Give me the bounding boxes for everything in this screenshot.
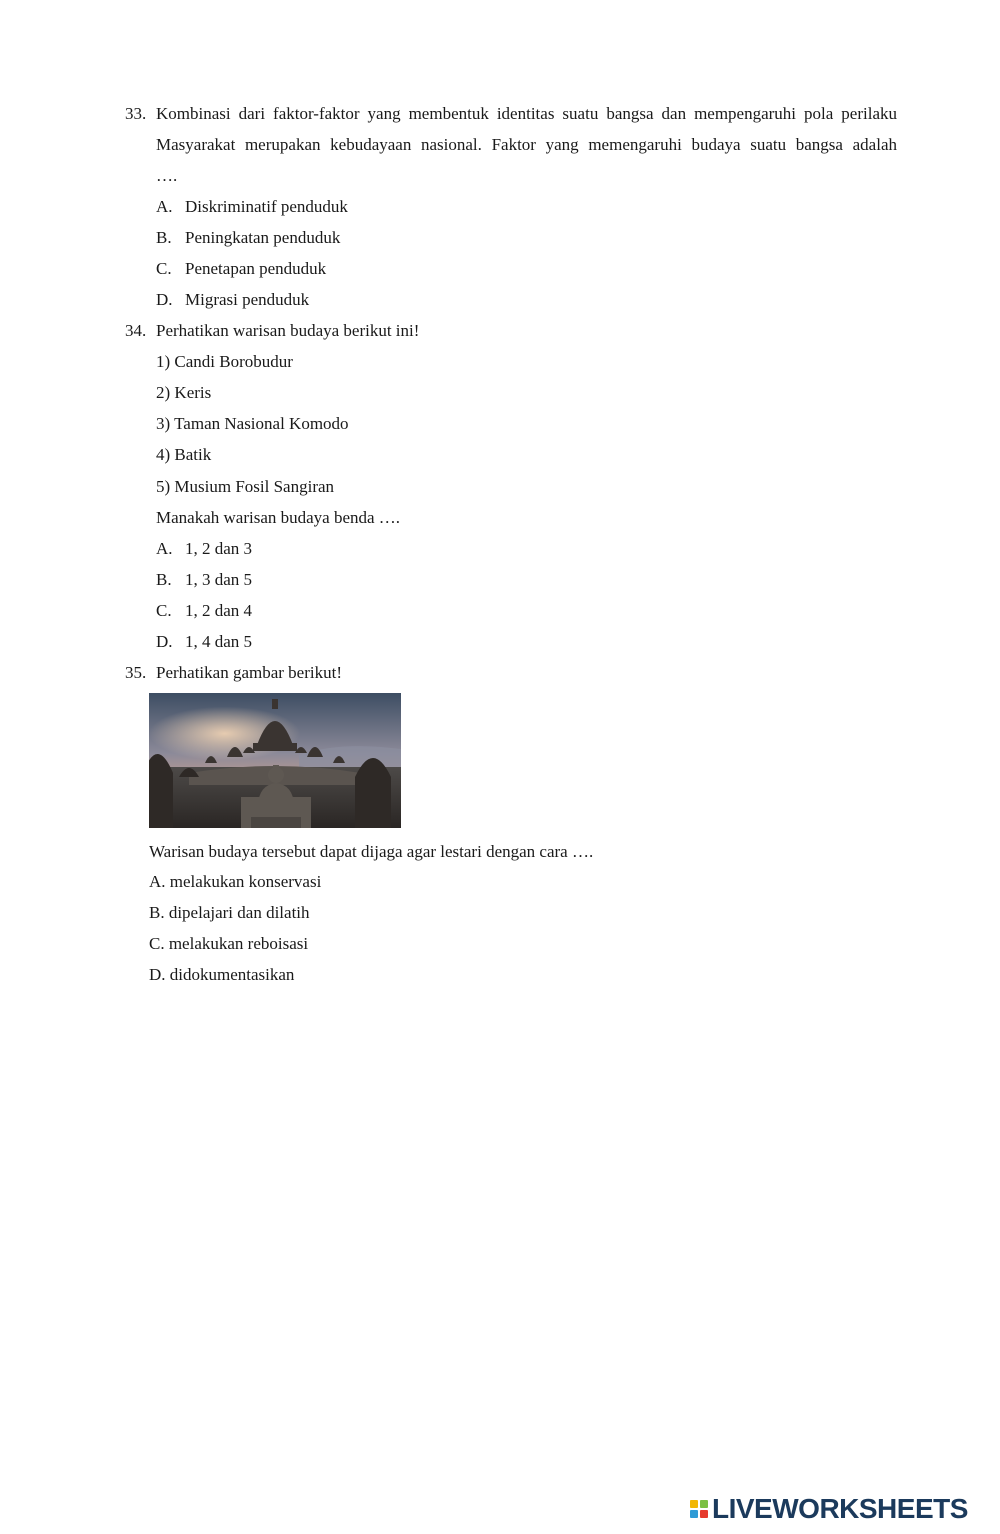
q34-option-d: 1, 4 dan 5: [185, 632, 253, 651]
q34-item-1: 1) Candi Borobudur: [156, 352, 293, 371]
q35-number: 35.: [125, 663, 147, 682]
q34-option-a: 1, 2 dan 3: [185, 539, 253, 558]
liveworksheets-logo-icon: [690, 1500, 708, 1518]
q33-option-b-letter: B.: [156, 228, 172, 247]
q33-option-c-letter: C.: [156, 259, 172, 278]
q34-question: Manakah warisan budaya benda ….: [156, 508, 401, 527]
q33-text-line2: Masyarakat merupakan kebudayaan nasional. Faktor yang memengaruhi budaya suatu bangsa adalah: [156, 135, 897, 154]
q33-text-line3: ….: [156, 166, 178, 185]
q33-text-line1: Kombinasi dari faktor-faktor yang membentuk identitas suatu bangsa dan mempengaruhi pola perilaku: [156, 104, 897, 123]
q34-item-4: 4) Batik: [156, 445, 212, 464]
borobudur-photo: [149, 693, 401, 828]
q34-option-d-letter: D.: [156, 632, 173, 651]
q35-option-d: D. didokumentasikan: [149, 965, 295, 984]
q34-item-3: 3) Taman Nasional Komodo: [156, 414, 349, 433]
q34-option-c: 1, 2 dan 4: [185, 601, 253, 620]
q33-option-a-letter: A.: [156, 197, 173, 216]
q34-option-b: 1, 3 dan 5: [185, 570, 253, 589]
q35-question: Warisan budaya tersebut dapat dijaga agar lestari dengan cara ….: [149, 842, 594, 861]
q33-option-d-letter: D.: [156, 290, 173, 309]
q33-option-a: Diskriminatif penduduk: [185, 197, 348, 216]
q35-option-b: B. dipelajari dan dilatih: [149, 903, 310, 922]
q35-option-a: A. melakukan konservasi: [149, 872, 322, 891]
q34-prompt: Perhatikan warisan budaya berikut ini!: [156, 321, 420, 340]
q35-option-c: C. melakukan reboisasi: [149, 934, 309, 953]
liveworksheets-brand-text: LIVEWORKSHEETS: [712, 1493, 968, 1524]
q34-option-b-letter: B.: [156, 570, 172, 589]
q33-option-c: Penetapan penduduk: [185, 259, 327, 278]
q34-item-2: 2) Keris: [156, 383, 212, 402]
q34-number: 34.: [125, 321, 147, 340]
q34-option-c-letter: C.: [156, 601, 172, 620]
q34-option-a-letter: A.: [156, 539, 173, 558]
q33-option-b: Peningkatan penduduk: [185, 228, 341, 247]
q35-prompt: Perhatikan gambar berikut!: [156, 663, 342, 682]
q33-number: 33.: [125, 104, 147, 123]
q33-option-d: Migrasi penduduk: [185, 290, 310, 309]
q34-item-5: 5) Musium Fosil Sangiran: [156, 477, 335, 496]
liveworksheets-logo: [690, 1494, 968, 1524]
